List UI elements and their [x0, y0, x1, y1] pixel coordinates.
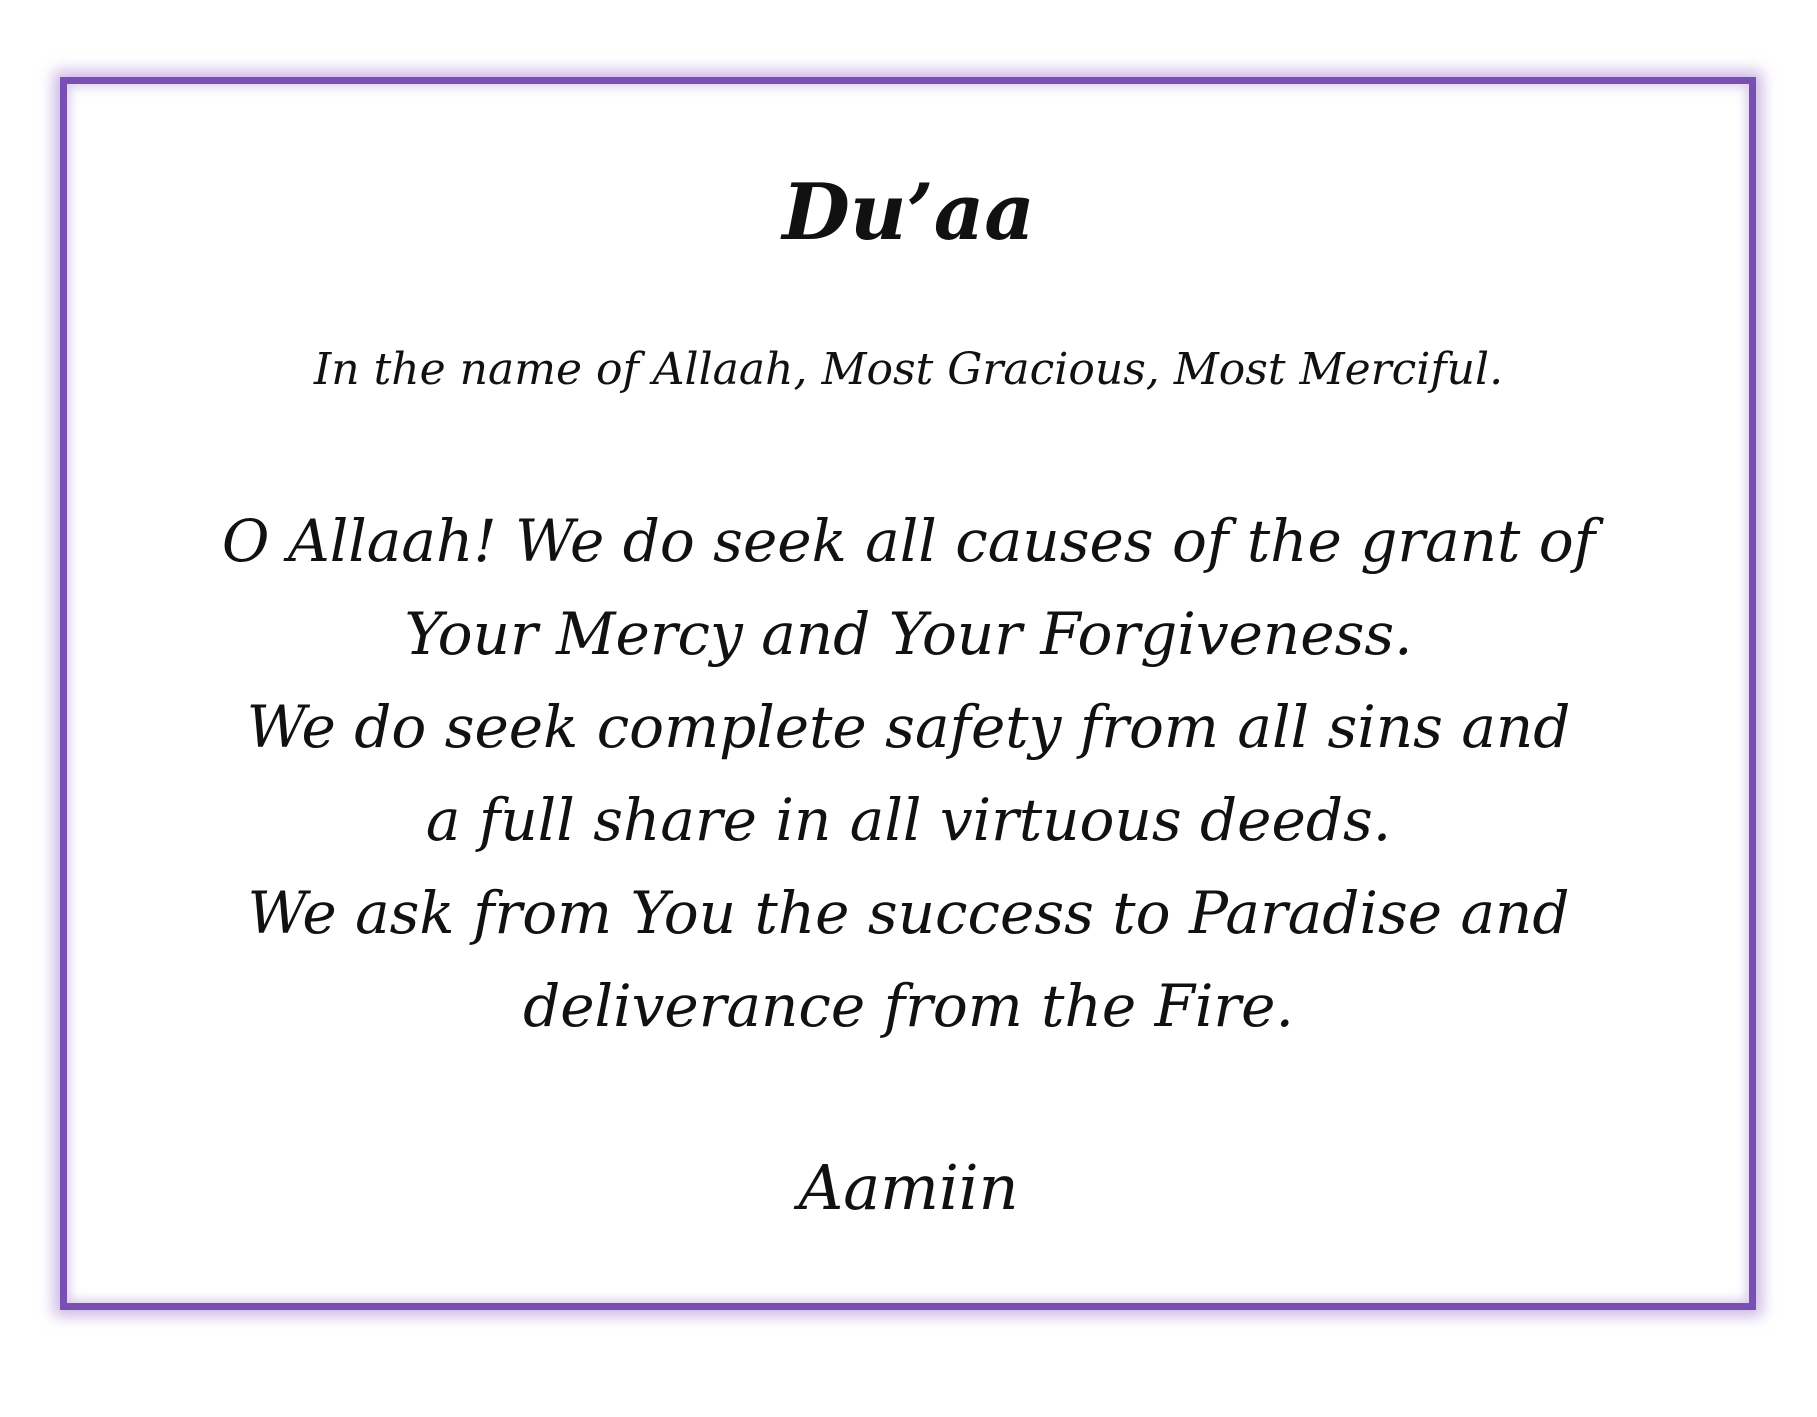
prayer-line: a full share in all virtuous deeds. — [425, 786, 1392, 854]
prayer-text — [0, 495, 1817, 1053]
prayer-line: Your Mercy and Your Forgiveness. — [404, 600, 1413, 668]
prayer-line: We do seek complete safety from all sins and — [246, 693, 1571, 761]
prayer-line: deliverance from the Fire. — [523, 972, 1294, 1040]
card-title: Du’aa — [782, 167, 1035, 258]
card-subtitle: In the name of Allaah, Most Gracious, Most Merciful. — [313, 344, 1504, 395]
closing-word: Aamiin — [798, 1151, 1019, 1224]
prayer-line: O Allaah! We do seek all causes of the grant of — [221, 507, 1596, 575]
prayer-line: We ask from You the success to Paradise and — [247, 879, 1570, 947]
